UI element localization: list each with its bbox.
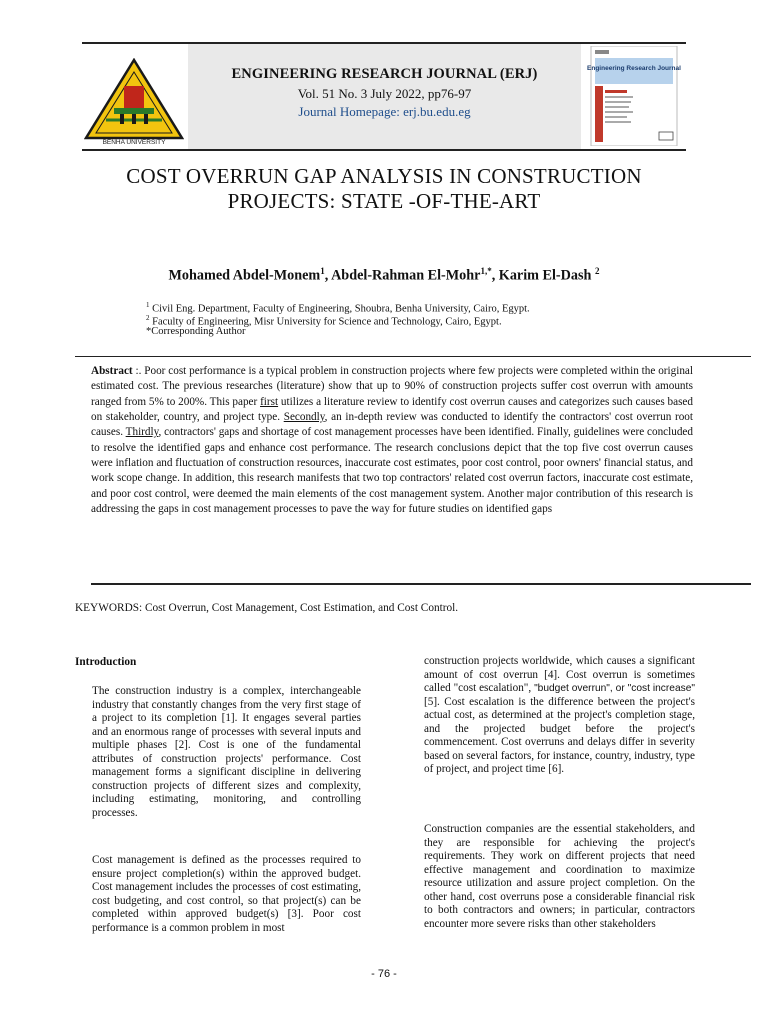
intro-right-paragraph-2: Construction companies are the essential stakeholders, and they are responsible for achieving the project's requirements. They work on different projects that need effective management and coordination to maximize resource utilization and assure project completion. On the other hand, cost overruns pose a considerable financial risk to both contractors and owners; in particular, contractors encounter more severe risks than other stakeholders <box>424 823 695 930</box>
corresponding-author-note: *Corresponding Author <box>146 326 246 337</box>
abstract-top-rule <box>75 356 751 357</box>
affiliation-1: $^1$ Civil Eng. Department, Faculty of Engineering, Shoubra, Benha University, Cairo, Egypt. <box>146 301 530 315</box>
journal-title: ENGINEERING RESEARCH JOURNAL (ERJ) <box>231 66 538 82</box>
paper-title-line-1: COST OVERRUN GAP ANALYSIS IN CONSTRUCTION <box>126 164 642 188</box>
journal-homepage-link[interactable]: Journal Homepage: erj.bu.edu.eg <box>298 104 471 119</box>
author-3: Karim El-Dash <box>498 267 595 284</box>
journal-volume-line: Vol. 51 No. 3 July 2022, pp76-97 <box>297 86 472 101</box>
paper-title-line-2: PROJECTS: STATE -OF-THE-ART <box>227 189 541 213</box>
author-list <box>60 266 708 285</box>
cover-title: Engineering Research Journal <box>587 65 681 72</box>
logo-caption: BENHA UNIVERSITY <box>102 139 166 146</box>
author-separator: , <box>491 267 499 284</box>
author-1: Mohamed Abdel-Monem <box>168 267 321 284</box>
abstract-bottom-rule <box>91 583 751 585</box>
author-2: Abdel-Rahman El-Mohr <box>331 267 481 284</box>
header-bottom-rule <box>82 149 686 151</box>
section-heading-introduction: Introduction <box>75 656 137 668</box>
benha-university-logo <box>84 58 184 146</box>
author-2-affil-mark: 1,* <box>480 266 492 276</box>
keywords: KEYWORDS: Cost Overrun, Cost Management, Cost Estimation, and Cost Control. <box>75 602 459 614</box>
affiliation-2: $^2$ Faculty of Engineering, Misr University for Science and Technology, Cairo, Egypt. <box>146 314 502 328</box>
abstract: Abstract :. Poor cost performance is a typical problem in construction projects where few projects were completed within the original estimated cost. The previous researches (literature) show that up to 90% of construction projects suffer cost overrun with amounts ranged from 5% to 200%. This paper first utilizes a literature review to identify cost overrun causes and categorizes such causes based on stakeholder, country, and project type. Secondly, an in-depth review was conducted to identify the contractors' cost overrun root causes. Thirdly, contractors' gaps and shortage of cost management processes have been identified. Finally, guidelines were concluded to resolve the identified gaps and enhance cost performance. The research conclusions depict that the top five cost overrun causes were inflation and fluctuation of construction resources, inaccurate cost estimates, poor cost control, poor owners' financial status, and work scope change. In addition, this research manifests that two top contractors' related cost overrun factors, inaccurate cost estimate, and poor cost control, were deemed the main elements of the cost management system. Another major contribution of this research is addressing the gaps in cost management processes to pave the way for future studies on identified gaps <box>91 365 693 516</box>
author-separator: , <box>324 267 332 284</box>
intro-right-paragraph-1: construction projects worldwide, which causes a significant amount of cost overrun [4]. Cost overrun is sometimes called "cost escalation", "budget overrun", or "cost increase" [5]. Cost escalation is the difference between the project's actual cost, as determined at the project's completion stage, and the projected budget before the project's commencement. Cost overruns and delays differ in severity based on several factors, for instance, country, industry, type of project, and project time [6]. <box>424 655 695 775</box>
paper-title <box>60 164 708 214</box>
page-number: - 76 - <box>371 968 397 980</box>
journal-cover-thumbnail <box>585 46 683 146</box>
author-3-affil-mark: 2 <box>594 266 600 276</box>
intro-left-paragraph-1: The construction industry is a complex, interchangeable industry that constantly changes from the very first stage of a project to its completion [1]. It engages several parties and an enormous range of processes with several inputs and multiple phases [2]. Cost is one of the fundamental attributes of construction projects' performance. Cost management forms a significant discipline in delivering construction projects of different sizes and complexity, including estimating, monitoring, and controlling processes. <box>92 685 361 819</box>
author-1-affil-mark: 1 <box>320 266 325 276</box>
intro-left-paragraph-2: Cost management is defined as the processes required to ensure project completion(s) within the approved budget. Cost management includes the processes of cost estimating, cost budgeting, and cost control, so that project(s) can be completed within approved budget(s) [3]. Poor cost performance is a common problem in most <box>92 854 361 934</box>
abstract-label: Abstract <box>91 365 133 377</box>
